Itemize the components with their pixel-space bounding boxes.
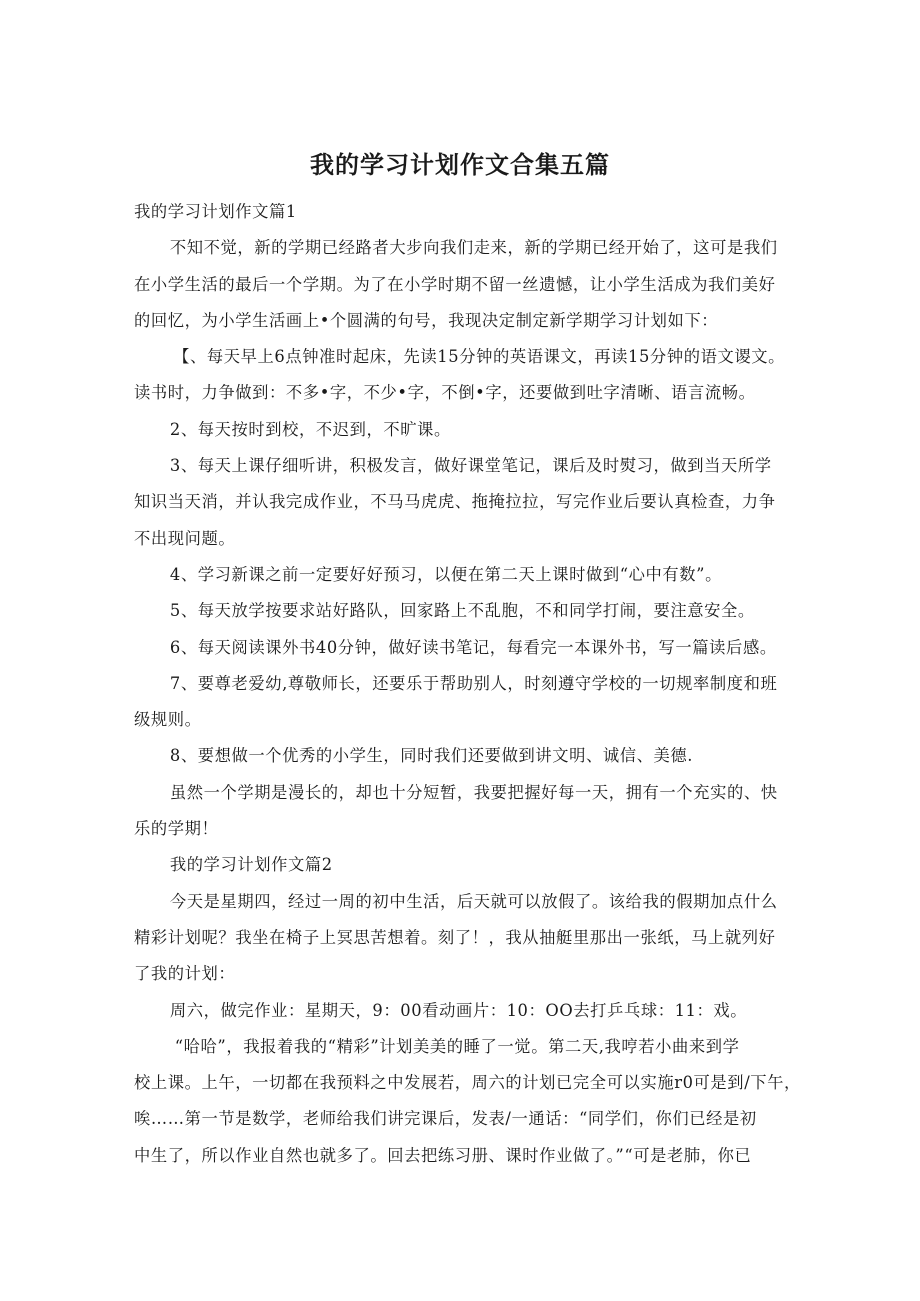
- paragraph-line: 了我的计划：: [134, 964, 236, 984]
- paragraph-line: 周六，做完作业：星期天，9：00看动画片：10：OO去打乒乓球：11：戏。: [169, 1000, 748, 1020]
- paragraph-line: 校上课。上午，一切都在我预料之中发展若，周六的计划已完全可以实施r0可是到/下午，: [134, 1073, 801, 1093]
- paragraph-line: 级规则。: [134, 710, 202, 730]
- paragraph-line: 在小学生活的最后一个学期。为了在小学时期不留一丝遗憾，让小学生活成为我们美好: [134, 274, 776, 294]
- paragraph-line: 乐的学期！: [134, 819, 219, 839]
- paragraph-line: 唉……第一节是数学，老师给我们讲完课后，发表/一通话：“同学们，你们已经是初: [134, 1109, 757, 1129]
- paragraph-line: “哈哈”，我报着我的“精彩”计划美美的睡了一觉。第二天,我哼若小曲来到学: [174, 1036, 740, 1056]
- paragraph-line: 6、每天阅读课外书40分钟，做好读书笔记，每看完一本课外书，写一篇读后感。: [169, 637, 777, 657]
- paragraph-line: 今天是星期四，经过一周的初中生活，后天就可以放假了。该给我的假期加点什么: [169, 891, 778, 911]
- paragraph-line: 【、每天早上6点钟准时起床，先读15分钟的英语课文，再读15分钟的语文谡文。: [173, 347, 785, 367]
- paragraph-line: 2、每天按时到校，不迟到，不旷课。: [169, 419, 451, 439]
- paragraph-line: 的回忆，为小学生活画上•个圆满的句号，我现决定制定新学期学习计划如下：: [134, 310, 719, 330]
- paragraph-line: 虽然一个学期是漫长的，却也十分短暂，我要把握好每一天，拥有一个充实的、快: [169, 782, 778, 802]
- section-heading-2: 我的学习计划作文篇2: [169, 855, 333, 875]
- paragraph-line: 不知不觉，新的学期已经路者大步向我们走来，新的学期已经开始了，这可是我们: [169, 238, 778, 258]
- paragraph-line: 中生了，所以作业自然也就多了。回去把练习册、课时作业做了。”“可是老肺，你已: [134, 1145, 752, 1165]
- paragraph-line: 3、每天上课仔细听讲，积极发言，做好课堂笔记，课后及时熨习，做到当天所学: [169, 456, 772, 476]
- document-body: [134, 194, 801, 1174]
- section-heading-1: 我的学习计划作文篇1: [134, 202, 297, 221]
- paragraph-line: 7、要尊老爱幼,尊敬师长，还要乐于帮助别人，时刻遵守学校的一切规率制度和班: [169, 673, 778, 693]
- paragraph-line: 不出现问题。: [134, 528, 236, 548]
- paragraph-line: 读书时，力争做到：不多•字，不少•字，不倒•字，还要做到吐字清晰、语言流畅。: [134, 383, 756, 403]
- paragraph-line: 精彩计划呢？我坐在椅子上冥思苦想着。刻了！，我从抽艇里那出一张纸，马上就列好: [134, 927, 776, 947]
- paragraph-line: 知识当天消，并认我完成作业，不马马虎虎、拖掩拉拉，写完作业后要认真检查，力争: [134, 492, 776, 512]
- paragraph-line: 5、每天放学按要求站好路队，回家路上不乱胞，不和同学打闹，要注意安全。: [169, 601, 755, 621]
- document-title: 我的学习计划作文合集五篇: [310, 151, 610, 179]
- paragraph-line: 4、学习新课之前一定要好好预习，以便在第二天上课时做到“心中有数”。: [169, 564, 722, 584]
- paragraph-line: 8、要想做一个优秀的小学生，同时我们还要做到讲文明、诚信、美德.: [169, 746, 694, 766]
